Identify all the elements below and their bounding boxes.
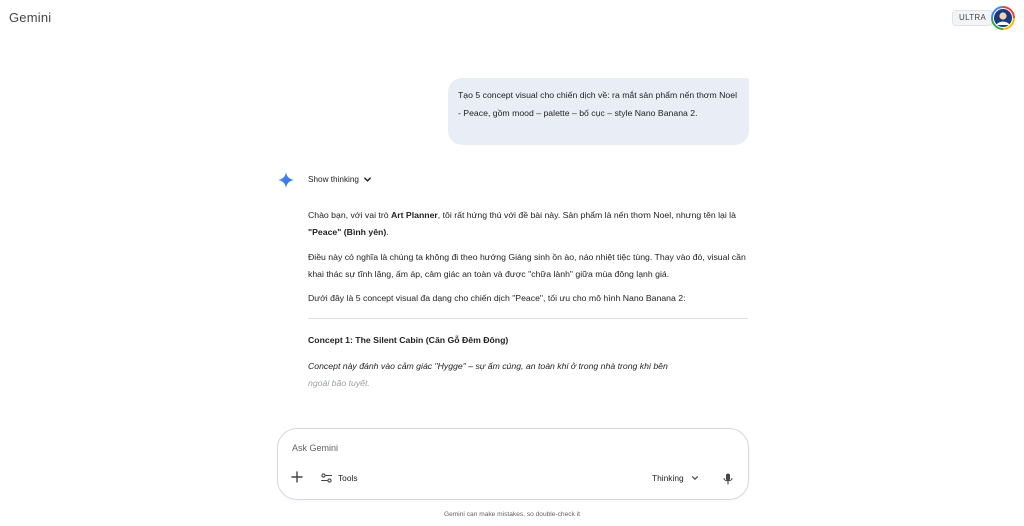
prompt-input-box[interactable] [277,428,749,500]
divider [308,318,748,319]
plan-badge[interactable]: ULTRA [952,10,993,26]
concept-1-description: Concept này đánh vào cảm giác "Hygge" – sự ấm cúng, an toàn khi ở trong nhà trong khi bên ngoài bão tuyết. [308,360,668,389]
concept-1-title: Concept 1: The Silent Cabin (Căn Gỗ Đêm Đông) [308,335,509,346]
avatar-image [993,8,1013,28]
microphone-icon [723,473,733,485]
disclaimer: Gemini can make mistakes, so double-check it [444,511,580,518]
response-paragraph-3: Dưới đây là 5 concept visual đa dạng cho chiến dịch "Peace", tối ưu cho mô hình Nano Banana 2: [308,293,686,304]
avatar[interactable] [991,6,1015,30]
tools-button[interactable] [321,473,358,483]
chevron-down-icon [363,175,372,184]
add-button[interactable] [291,471,303,485]
tools-sliders-icon [321,473,332,483]
chevron-down-icon [691,474,699,482]
user-message-bubble: Tạo 5 concept visual cho chiến dịch về: ra mắt sản phẩm nến thơm Noel - Peace, gồm mood – palette – bố cục – style Nano Banana 2. [448,78,749,145]
mode-label: Thinking [652,473,684,483]
show-thinking-label: Show thinking [308,175,359,184]
microphone-button[interactable] [723,472,733,490]
emphasis-peace: "Peace" (Bình yên) [308,227,387,238]
mode-selector[interactable] [652,473,699,483]
prompt-input[interactable]: Ask Gemini [292,443,339,453]
model-response [308,207,750,392]
emphasis-art-planner: Art Planner [390,210,438,220]
show-thinking-toggle[interactable] [308,175,372,184]
response-paragraph-1: Chào bạn, với vai trò Art Planner, tôi rất hứng thú với đề bài này. Sản phẩm là nến thơm Noel, nhưng tên lại là "Peace" (Bình yên). [308,210,736,238]
plus-icon [291,471,303,483]
app-title[interactable]: Gemini [9,10,52,25]
response-paragraph-2: Điều này có nghĩa là chúng ta không đi theo hướng Giáng sinh ồn ào, náo nhiệt tiệc tùng. Thay vào đó, visual cần khai thác sự tĩnh lặng, ấm áp, cảm giác an toàn và được "chữa lành" giữa mùa đông lạnh giá. [308,251,746,279]
tools-label: Tools [338,473,358,483]
gemini-spark-icon [278,172,294,188]
